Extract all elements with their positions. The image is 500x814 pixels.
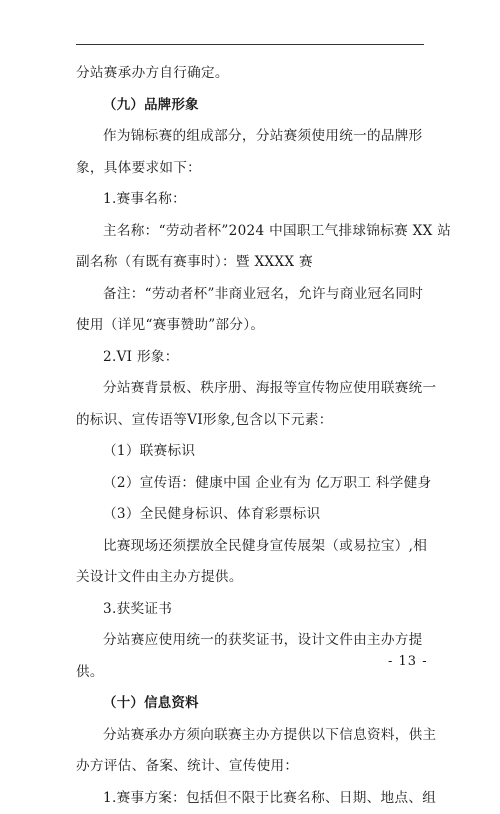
paragraph-line: 供。 bbox=[76, 657, 426, 689]
paragraph-line: 分站赛承办方自行确定。 bbox=[76, 58, 426, 90]
section-heading-brand-image: （九）品牌形象 bbox=[76, 90, 426, 122]
list-item: （2）宣传语：健康中国 企业有为 亿万职工 科学健身 bbox=[76, 468, 426, 500]
subheading-event-name: 1.赛事名称： bbox=[76, 184, 426, 216]
section-heading-information: （十）信息资料 bbox=[76, 688, 426, 720]
header-rule bbox=[76, 44, 424, 45]
document-body bbox=[76, 58, 426, 814]
paragraph-line: 的标识、宣传语等VI形象,包含以下元素： bbox=[76, 405, 426, 437]
paragraph-line: 主名称：“劳动者杯”2024 中国职工气排球锦标赛 XX 站 bbox=[76, 216, 426, 248]
paragraph-line: 作为锦标赛的组成部分，分站赛须使用统一的品牌形 bbox=[76, 121, 426, 153]
paragraph-line: 象，具体要求如下： bbox=[76, 153, 426, 185]
paragraph-line: 分站赛应使用统一的获奖证书，设计文件由主办方提 bbox=[76, 625, 426, 657]
paragraph-line: 副名称（有既有赛事时）：暨 XXXX 赛 bbox=[76, 247, 426, 279]
list-item: （1）联赛标识 bbox=[76, 436, 426, 468]
paragraph-line: 比赛现场还须摆放全民健身宣传展架（或易拉宝）,相 bbox=[76, 531, 426, 563]
page-number: - 13 - bbox=[388, 654, 428, 669]
paragraph-line: 分站赛承办方须向联赛主办方提供以下信息资料，供主 bbox=[76, 720, 426, 752]
paragraph-line: 1.赛事方案：包括但不限于比赛名称、日期、地点、组 bbox=[76, 783, 426, 814]
subheading-vi-image: 2.VI 形象： bbox=[76, 342, 426, 374]
paragraph-line: 办方评估、备案、统计、宣传使用： bbox=[76, 751, 426, 783]
paragraph-line: 使用（详见“赛事赞助”部分）。 bbox=[76, 310, 426, 342]
subheading-award-certificate: 3.获奖证书 bbox=[76, 594, 426, 626]
paragraph-line: 关设计文件由主办方提供。 bbox=[76, 562, 426, 594]
paragraph-line: 分站赛背景板、秩序册、海报等宣传物应使用联赛统一 bbox=[76, 373, 426, 405]
paragraph-line: 备注：“劳动者杯”非商业冠名，允许与商业冠名同时 bbox=[76, 279, 426, 311]
list-item: （3）全民健身标识、体育彩票标识 bbox=[76, 499, 426, 531]
